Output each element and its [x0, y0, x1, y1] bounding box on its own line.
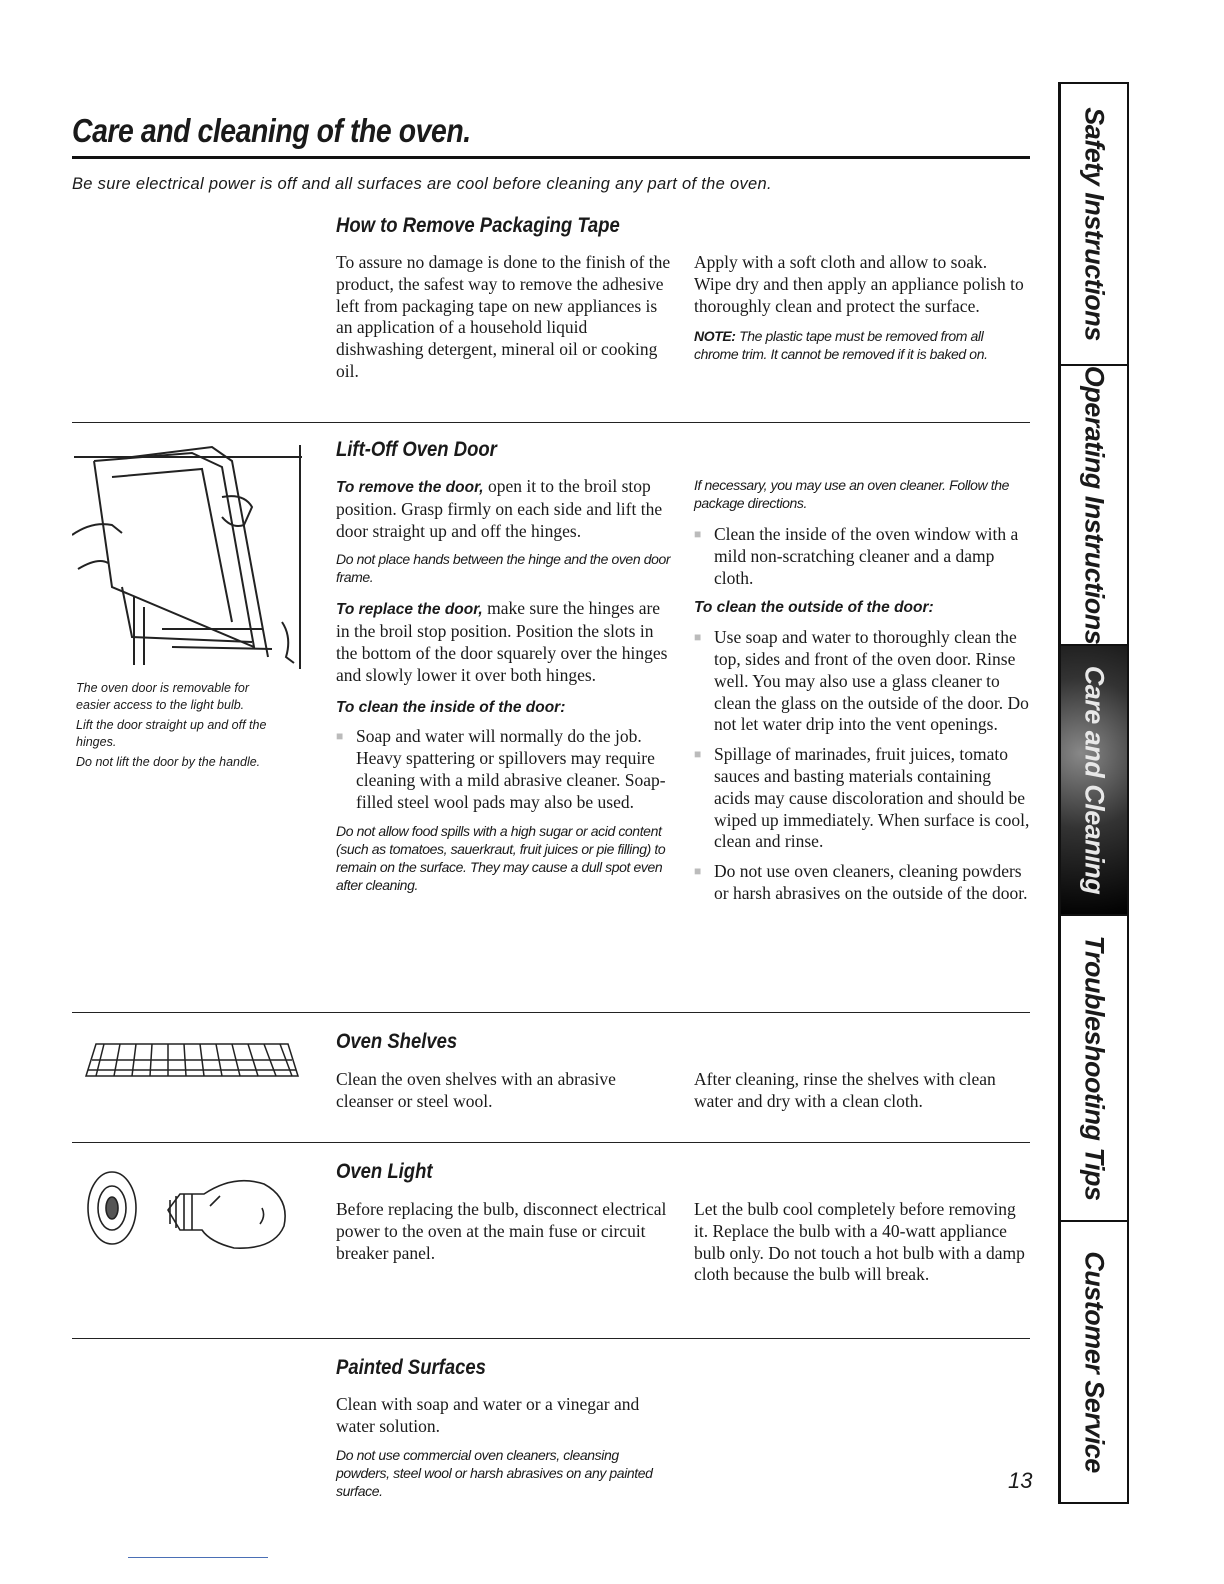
light-bulb-illustration — [84, 1170, 294, 1256]
outside-bullet-1-text: Use soap and water to thoroughly clean the top, sides and front of the oven door. Rinse well. You may also use a glass cleaner to clean the glass on the outside of the door. Do not let water drip into the vent openings. — [714, 627, 1029, 735]
tab-troubleshooting-tips[interactable] — [1061, 916, 1127, 1222]
tab-care-and-cleaning[interactable] — [1061, 646, 1127, 916]
outside-bullet-2 — [694, 744, 1030, 853]
outside-bullet-3 — [694, 861, 1030, 905]
replace-door-text: make sure the hinges are in the broil stop position. Position the slots in the bottom of the door squarely over the hinges and slowly lower it over both hinges. — [336, 598, 668, 685]
packaging-heading: How to Remove Packaging Tape — [336, 214, 620, 237]
tab-label: Safety Instructions — [1079, 107, 1110, 341]
remove-door-label: To remove the door, — [336, 479, 484, 496]
remove-door-note: Do not place hands between the hinge and the oven door frame. — [336, 551, 671, 586]
section-divider — [72, 1338, 1030, 1339]
title-divider — [72, 156, 1030, 159]
outside-bullet-2-text: Spillage of marinades, fruit juices, tomato sauces and basting materials containing acids may cause discoloration and should be wiped up immediately. When surface is cool, clean and rinse. — [714, 744, 1030, 852]
note-label: NOTE: — [694, 328, 736, 345]
door-caption-3: Do not lift the door by the handle. — [76, 755, 261, 769]
painted-note: Do not use commercial oven cleaners, cleansing powders, steel wool or harsh abrasives on any painted surface. — [336, 1446, 653, 1499]
section-tabs — [1058, 82, 1129, 1504]
tab-label: Customer Service — [1079, 1251, 1110, 1473]
bullet-icon: ■ — [694, 864, 702, 879]
oven-cleaner-note: If necessary, you may use an oven cleaner. Follow the package directions. — [694, 477, 1009, 511]
page-title: Care and cleaning of the oven. — [72, 112, 471, 149]
bullet-icon: ■ — [694, 527, 702, 541]
light-heading: Oven Light — [336, 1160, 433, 1183]
remove-door-paragraph — [336, 476, 671, 542]
remove-door-text: open it to the broil stop position. Grasp firmly on each side and lift the door straight up and off the hinges. — [336, 476, 663, 541]
outside-bullet-3-text: Do not use oven cleaners, cleaning powders or harsh abrasives on the outside of the door. — [714, 861, 1028, 903]
outside-door-heading: To clean the outside of the door: — [694, 599, 934, 617]
outside-bullet-1 — [694, 627, 1030, 736]
section-divider — [72, 422, 1030, 423]
door-heading: Lift-Off Oven Door — [336, 438, 497, 461]
bullet-icon: ■ — [694, 747, 702, 762]
inside-door-note: Do not allow food spills with a high sugar or acid content (such as tomatoes, sauerkraut, fruit juices or pie filling) to remain on the surface. They may cause a dull spot even after cleaning. — [336, 822, 666, 893]
inside-door-heading: To clean the inside of the door: — [336, 698, 566, 716]
tab-label: Operating Instructions — [1079, 366, 1110, 645]
tab-safety-instructions[interactable] — [1061, 84, 1127, 366]
painted-heading: Painted Surfaces — [336, 1356, 486, 1379]
packaging-right-text: Apply with a soft cloth and allow to soak. Wipe dry and then apply an appliance polish to thoroughly clean and protect the surface. — [694, 252, 1024, 316]
door-captions — [76, 680, 286, 771]
light-right-text: Let the bulb cool completely before removing it. Replace the bulb with a 40-watt appliance bulb only. Do not touch a hot bulb with a damp cloth because the bulb will break. — [694, 1199, 1025, 1285]
oven-door-illustration — [72, 437, 304, 669]
page-subtitle: Be sure electrical power is off and all surfaces are cool before cleaning any part of the oven. — [72, 175, 772, 193]
replace-door-paragraph — [336, 598, 671, 686]
bullet-icon: ■ — [694, 630, 702, 645]
bullet-icon: ■ — [336, 729, 344, 744]
packaging-note — [694, 327, 1024, 363]
tab-label: Troubleshooting Tips — [1079, 935, 1110, 1201]
light-left-text: Before replacing the bulb, disconnect electrical power to the oven at the main fuse or circuit breaker panel. — [336, 1199, 667, 1263]
door-left-col — [336, 476, 671, 894]
note-text: The plastic tape must be removed from all chrome trim. It cannot be removed if it is baked on. — [694, 328, 988, 363]
tab-label: Care and Cleaning — [1079, 665, 1110, 895]
section-divider — [72, 1142, 1030, 1143]
footer-line — [128, 1557, 268, 1558]
inside-door-bullet-text: Soap and water will normally do the job. Heavy spattering or spillovers may require cleaning with a mild abrasive cleaner. Soap-filled steel wool pads may also be used. — [356, 726, 666, 812]
packaging-right-col — [694, 252, 1024, 363]
painted-col — [336, 1394, 671, 1500]
replace-door-label: To replace the door, — [336, 601, 483, 619]
shelves-heading: Oven Shelves — [336, 1030, 458, 1053]
door-right-col — [694, 476, 1030, 905]
tab-operating-instructions[interactable] — [1061, 366, 1127, 646]
packaging-left-text: To assure no damage is done to the finish of the product, the safest way to remove the adhesive left from packaging tape on new appliances is an application of a household liquid dishwashing detergent, mineral oil or cooking oil. — [336, 252, 671, 381]
window-bullet-text: Clean the inside of the oven window with a mild non-scratching cleaner and a damp cloth. — [714, 524, 1019, 588]
tab-customer-service[interactable] — [1061, 1222, 1127, 1502]
shelves-right-text: After cleaning, rinse the shelves with clean water and dry with a clean cloth. — [694, 1069, 996, 1111]
inside-door-bullet — [336, 726, 671, 813]
page-number: 13 — [1008, 1468, 1033, 1493]
window-bullet — [694, 524, 1030, 589]
painted-text: Clean with soap and water or a vinegar and water solution. — [336, 1394, 640, 1436]
shelves-left-text: Clean the oven shelves with an abrasive cleanser or steel wool. — [336, 1069, 616, 1111]
door-caption-2: Lift the door straight up and off the hinges. — [76, 718, 267, 749]
oven-shelf-illustration — [84, 1040, 300, 1082]
door-caption-1: The oven door is removable for easier access to the light bulb. — [76, 681, 250, 712]
section-divider — [72, 1012, 1030, 1013]
